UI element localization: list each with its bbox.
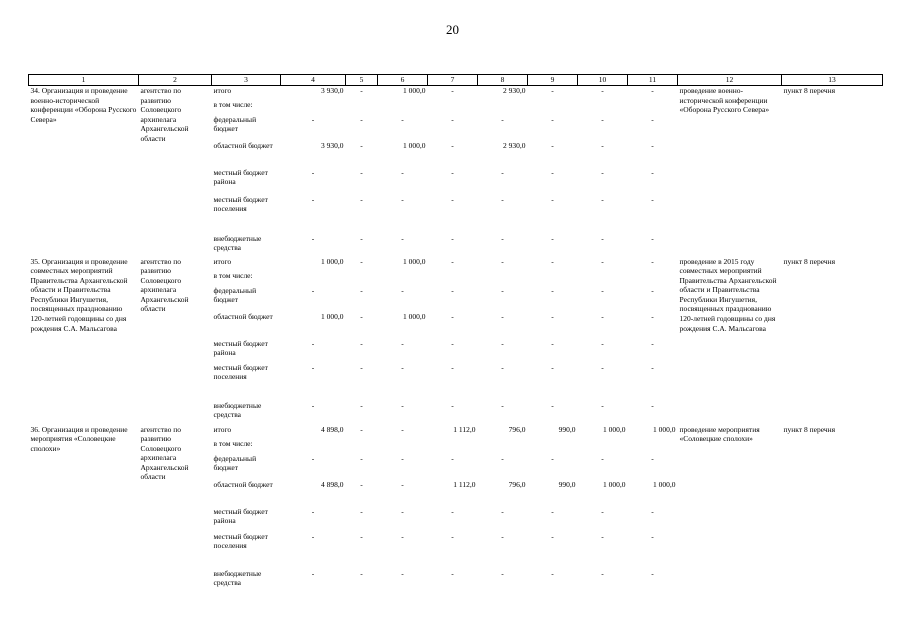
- funding-source-cell: итого: [213, 256, 232, 266]
- amount-cell: -: [360, 479, 363, 489]
- amount-cell: 1 000,0: [653, 424, 676, 434]
- amount-cell: [478, 439, 528, 454]
- amount-cell: -: [360, 506, 363, 516]
- amount-cell: 4 898,0: [321, 479, 344, 489]
- amount-cell: -: [311, 194, 315, 204]
- amount-cell: 1 000,0: [603, 479, 626, 489]
- executor-cell: агентство по развитию Соловецкого архипелага Архангельской области: [140, 256, 189, 314]
- amount-cell: -: [451, 453, 454, 463]
- amount-cell: -: [451, 140, 454, 150]
- amount-cell: -: [360, 400, 363, 410]
- result-cell: проведение военно-исторической конференции «Оборона Русского Севера»: [679, 86, 770, 115]
- amount-cell: -: [401, 424, 404, 434]
- amount-cell: -: [451, 233, 454, 243]
- amount-cell: 3 930,0: [321, 86, 344, 95]
- amount-cell: -: [551, 311, 554, 321]
- funding-source-cell: местный бюджет района: [213, 167, 268, 187]
- amount-cell: -: [501, 568, 504, 578]
- column-header: 3: [212, 75, 281, 86]
- amount-cell: -: [651, 86, 654, 95]
- amount-cell: -: [551, 453, 554, 463]
- amount-cell: [378, 271, 428, 286]
- funding-source-cell: областной бюджет: [213, 479, 273, 489]
- amount-cell: -: [311, 114, 315, 124]
- amount-cell: -: [401, 506, 404, 516]
- column-header: 10: [578, 75, 628, 86]
- amount-cell: -: [501, 256, 504, 266]
- funding-source-cell: областной бюджет: [213, 311, 273, 321]
- table-row: [29, 86, 883, 100]
- amount-cell: -: [360, 256, 363, 266]
- amount-cell: -: [360, 531, 363, 541]
- amount-cell: -: [551, 86, 554, 95]
- amount-cell: 2 930,0: [503, 140, 526, 150]
- amount-cell: -: [601, 531, 604, 541]
- amount-cell: -: [451, 506, 454, 516]
- funding-source-cell: федеральный бюджет: [213, 285, 257, 305]
- amount-cell: [378, 439, 428, 454]
- funding-source-cell: внебюджетные средства: [213, 233, 262, 253]
- amount-cell: [628, 271, 678, 286]
- amount-cell: -: [401, 167, 404, 177]
- column-header: 8: [478, 75, 528, 86]
- amount-cell: 2 930,0: [503, 86, 526, 95]
- amount-cell: [428, 271, 478, 286]
- amount-cell: -: [551, 114, 554, 124]
- amount-cell: -: [651, 114, 654, 124]
- amount-cell: -: [651, 531, 654, 541]
- amount-cell: 1 000,0: [403, 311, 426, 321]
- amount-cell: -: [311, 453, 315, 463]
- amount-cell: [346, 271, 378, 286]
- amount-cell: -: [451, 86, 454, 95]
- amount-cell: 1 000,0: [321, 311, 344, 321]
- amount-cell: -: [360, 167, 363, 177]
- amount-cell: [578, 100, 628, 115]
- amount-cell: -: [451, 531, 454, 541]
- amount-cell: -: [601, 256, 604, 266]
- amount-cell: -: [551, 362, 554, 372]
- amount-cell: 1 000,0: [321, 256, 344, 266]
- amount-cell: -: [360, 424, 363, 434]
- amount-cell: -: [311, 167, 315, 177]
- amount-cell: -: [501, 453, 504, 463]
- amount-cell: [346, 100, 378, 115]
- amount-cell: -: [551, 194, 554, 204]
- amount-cell: [578, 439, 628, 454]
- amount-cell: -: [360, 86, 363, 95]
- amount-cell: [628, 100, 678, 115]
- column-header: 9: [528, 75, 578, 86]
- amount-cell: -: [401, 285, 404, 295]
- amount-cell: -: [311, 506, 315, 516]
- amount-cell: -: [311, 531, 315, 541]
- funding-source-cell: местный бюджет района: [213, 338, 268, 358]
- amount-cell: -: [501, 194, 504, 204]
- amount-cell: -: [601, 167, 604, 177]
- amount-cell: -: [311, 400, 315, 410]
- amount-cell: 1 112,0: [453, 424, 476, 434]
- amount-cell: -: [401, 479, 404, 489]
- amount-cell: -: [551, 400, 554, 410]
- amount-cell: -: [551, 338, 554, 348]
- amount-cell: 1 000,0: [603, 424, 626, 434]
- amount-cell: -: [501, 167, 504, 177]
- amount-cell: -: [601, 311, 604, 321]
- amount-cell: -: [551, 233, 554, 243]
- amount-cell: -: [551, 285, 554, 295]
- amount-cell: [478, 100, 528, 115]
- amount-cell: -: [651, 256, 654, 266]
- amount-cell: -: [401, 194, 404, 204]
- amount-cell: -: [651, 338, 654, 348]
- amount-cell: -: [451, 338, 454, 348]
- amount-cell: -: [501, 285, 504, 295]
- amount-cell: -: [401, 362, 404, 372]
- amount-cell: -: [601, 86, 604, 95]
- amount-cell: -: [401, 114, 404, 124]
- event-name-cell: 34. Организация и проведение военно-исторической конференции «Оборона Русского Севера»: [30, 86, 137, 124]
- amount-cell: -: [360, 311, 363, 321]
- amount-cell: -: [501, 338, 504, 348]
- amount-cell: -: [501, 362, 504, 372]
- amount-cell: 4 898,0: [321, 424, 344, 434]
- amount-cell: -: [601, 506, 604, 516]
- amount-cell: 3 930,0: [321, 140, 344, 150]
- amount-cell: 990,0: [558, 424, 576, 434]
- column-header: 13: [782, 75, 883, 86]
- amount-cell: -: [651, 167, 654, 177]
- amount-cell: -: [601, 453, 604, 463]
- amount-cell: [478, 271, 528, 286]
- amount-cell: -: [451, 400, 454, 410]
- amount-cell: -: [360, 114, 363, 124]
- budget-table: [28, 74, 883, 593]
- amount-cell: -: [360, 568, 363, 578]
- amount-cell: -: [451, 167, 454, 177]
- amount-cell: -: [360, 233, 363, 243]
- amount-cell: -: [501, 311, 504, 321]
- amount-cell: -: [451, 311, 454, 321]
- amount-cell: -: [601, 194, 604, 204]
- amount-cell: -: [501, 531, 504, 541]
- amount-cell: -: [601, 285, 604, 295]
- funding-source-cell: в том числе:: [213, 270, 253, 280]
- amount-cell: -: [451, 114, 454, 124]
- funding-source-cell: местный бюджет поселения: [213, 362, 268, 382]
- amount-cell: 796,0: [508, 479, 526, 489]
- amount-cell: 1 000,0: [403, 256, 426, 266]
- column-header: 4: [281, 75, 346, 86]
- funding-source-cell: федеральный бюджет: [213, 114, 257, 134]
- amount-cell: -: [651, 400, 654, 410]
- amount-cell: -: [401, 338, 404, 348]
- amount-cell: -: [311, 338, 315, 348]
- column-header: 6: [378, 75, 428, 86]
- amount-cell: -: [551, 506, 554, 516]
- column-header: 2: [139, 75, 212, 86]
- amount-cell: -: [401, 400, 404, 410]
- amount-cell: -: [360, 140, 363, 150]
- amount-cell: -: [651, 285, 654, 295]
- amount-cell: -: [311, 362, 315, 372]
- amount-cell: [346, 439, 378, 454]
- amount-cell: 1 000,0: [403, 86, 426, 95]
- event-name-cell: 35. Организация и проведение совместных мероприятий Правительства Архангельской области и Правительства Республики Ингушетия, посвященных празднованию 120-летней годовщины со дня рождения С.А. Мальсагова: [30, 256, 128, 333]
- funding-source-cell: федеральный бюджет: [213, 453, 257, 473]
- amount-cell: [528, 271, 578, 286]
- amount-cell: -: [501, 233, 504, 243]
- amount-cell: -: [451, 194, 454, 204]
- amount-cell: [628, 439, 678, 454]
- amount-cell: 1 112,0: [453, 479, 476, 489]
- amount-cell: -: [551, 167, 554, 177]
- executor-cell: агентство по развитию Соловецкого архипелага Архангельской области: [140, 424, 189, 482]
- amount-cell: [428, 439, 478, 454]
- amount-cell: -: [651, 194, 654, 204]
- amount-cell: -: [651, 453, 654, 463]
- amount-cell: [528, 439, 578, 454]
- amount-cell: -: [360, 194, 363, 204]
- amount-cell: -: [360, 453, 363, 463]
- funding-source-cell: внебюджетные средства: [213, 568, 262, 588]
- amount-cell: -: [651, 362, 654, 372]
- amount-cell: -: [501, 114, 504, 124]
- event-name-cell: 36. Организация и проведение мероприятия «Соловецкие сполохи»: [30, 424, 128, 453]
- amount-cell: -: [551, 568, 554, 578]
- amount-cell: 796,0: [508, 424, 526, 434]
- table-row: [29, 257, 883, 271]
- column-header: 11: [628, 75, 678, 86]
- funding-source-cell: в том числе:: [213, 99, 253, 109]
- amount-cell: -: [401, 453, 404, 463]
- amount-cell: [281, 100, 346, 115]
- funding-source-cell: внебюджетные средства: [213, 400, 262, 420]
- amount-cell: -: [311, 233, 315, 243]
- amount-cell: -: [451, 285, 454, 295]
- column-header: 12: [678, 75, 782, 86]
- amount-cell: -: [601, 233, 604, 243]
- amount-cell: -: [501, 506, 504, 516]
- amount-cell: -: [311, 568, 315, 578]
- amount-cell: 1 000,0: [653, 479, 676, 489]
- amount-cell: [578, 271, 628, 286]
- amount-cell: -: [601, 400, 604, 410]
- reference-cell: пункт 8 перечня: [783, 424, 836, 434]
- amount-cell: -: [651, 568, 654, 578]
- amount-cell: -: [601, 568, 604, 578]
- amount-cell: -: [401, 531, 404, 541]
- amount-cell: -: [451, 568, 454, 578]
- amount-cell: -: [311, 285, 315, 295]
- table-body: [29, 86, 883, 593]
- amount-cell: -: [501, 400, 504, 410]
- amount-cell: -: [601, 362, 604, 372]
- amount-cell: -: [401, 568, 404, 578]
- funding-source-cell: местный бюджет поселения: [213, 194, 268, 214]
- column-header: 5: [346, 75, 378, 86]
- amount-cell: 990,0: [558, 479, 576, 489]
- amount-cell: -: [651, 233, 654, 243]
- amount-cell: -: [451, 362, 454, 372]
- amount-cell: -: [651, 311, 654, 321]
- amount-cell: -: [360, 362, 363, 372]
- amount-cell: -: [601, 140, 604, 150]
- funding-source-cell: местный бюджет поселения: [213, 531, 268, 551]
- amount-cell: -: [401, 233, 404, 243]
- result-cell: проведение в 2015 году совместных мероприятий Правительства Архангельской области и Правительства Республики Ингушетия, посвященных празднованию 120-летней годовщины со дня рождения С.А. Мальсагова: [679, 256, 777, 333]
- amount-cell: [281, 271, 346, 286]
- funding-source-cell: итого: [213, 86, 232, 95]
- amount-cell: 1 000,0: [403, 140, 426, 150]
- amount-cell: -: [601, 338, 604, 348]
- funding-source-cell: итого: [213, 424, 232, 434]
- reference-cell: пункт 8 перечня: [783, 86, 836, 95]
- column-number-row: [29, 75, 883, 86]
- amount-cell: -: [551, 256, 554, 266]
- amount-cell: -: [551, 140, 554, 150]
- amount-cell: [281, 439, 346, 454]
- executor-cell: агентство по развитию Соловецкого архипелага Архангельской области: [140, 86, 189, 143]
- amount-cell: -: [360, 338, 363, 348]
- funding-source-cell: областной бюджет: [213, 140, 273, 150]
- result-cell: проведение мероприятия «Соловецкие сполохи»: [679, 424, 760, 444]
- reference-cell: пункт 8 перечня: [783, 256, 836, 266]
- funding-source-cell: в том числе:: [213, 438, 253, 448]
- amount-cell: -: [451, 256, 454, 266]
- amount-cell: [528, 100, 578, 115]
- column-header: 7: [428, 75, 478, 86]
- amount-cell: -: [601, 114, 604, 124]
- amount-cell: -: [551, 531, 554, 541]
- table-row: [29, 425, 883, 439]
- amount-cell: [428, 100, 478, 115]
- page-number: 20: [446, 22, 459, 37]
- amount-cell: -: [651, 506, 654, 516]
- amount-cell: -: [360, 285, 363, 295]
- funding-source-cell: местный бюджет района: [213, 506, 268, 526]
- amount-cell: [378, 100, 428, 115]
- column-header: 1: [29, 75, 139, 86]
- amount-cell: -: [651, 140, 654, 150]
